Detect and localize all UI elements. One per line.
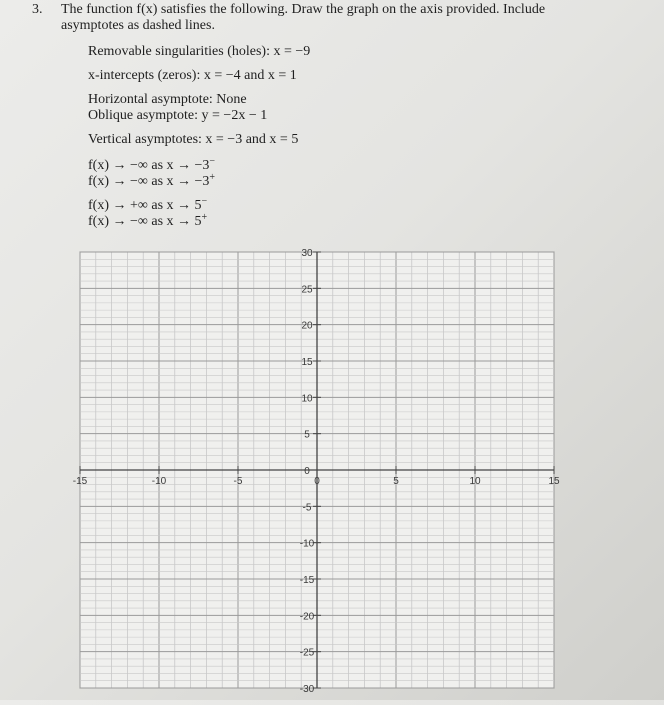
y-tick-label: 10	[301, 393, 313, 405]
y-tick-label: -25	[299, 647, 315, 659]
x-tick-label: 10	[469, 476, 481, 487]
x-tick-label: -15	[72, 476, 88, 487]
y-tick-label: -10	[299, 538, 315, 550]
y-tick-label: 20	[301, 320, 313, 332]
vertical-asymptotes-condition: Vertical asymptotes: x = −3 and x = 5	[88, 132, 299, 147]
horizontal-asymptote-condition: Horizontal asymptote: None	[88, 92, 247, 107]
limit-1: f(x) → −∞ as x → −3−	[88, 156, 216, 173]
y-tick-label: 25	[301, 284, 313, 296]
x-tick-label: 0	[314, 476, 320, 487]
x-tick-label: -5	[233, 476, 243, 487]
y-tick-label: 15	[301, 357, 313, 368]
limit-2: f(x) → −∞ as x → −3+	[88, 172, 216, 189]
x-tick-label: 5	[393, 476, 399, 487]
limit-3: f(x) → +∞ as x → 5−	[88, 196, 208, 213]
y-tick-label: -15	[299, 575, 315, 586]
x-tick-label: -10	[151, 476, 167, 487]
oblique-asymptote-condition: Oblique asymptote: y = −2x − 1	[88, 108, 268, 123]
holes-condition: Removable singularities (holes): x = −9	[88, 44, 311, 59]
y-tick-label: -30	[299, 684, 315, 695]
x-tick-label: 15	[548, 476, 560, 487]
problem-statement: The function f(x) satisfies the following. Draw the graph on the axis provided. Include	[61, 2, 546, 17]
y-tick-label: 30	[301, 248, 313, 259]
zeros-condition: x-intercepts (zeros): x = −4 and x = 1	[88, 68, 297, 83]
y-tick-label: -5	[302, 502, 312, 514]
y-tick-label: 0	[304, 466, 310, 477]
limit-4: f(x) → −∞ as x → 5+	[88, 212, 208, 229]
problem-statement-cont: asymptotes as dashed lines.	[61, 18, 215, 33]
y-tick-label: 5	[304, 429, 310, 441]
y-tick-label: -20	[299, 611, 315, 623]
problem-number: 3.	[32, 2, 43, 17]
